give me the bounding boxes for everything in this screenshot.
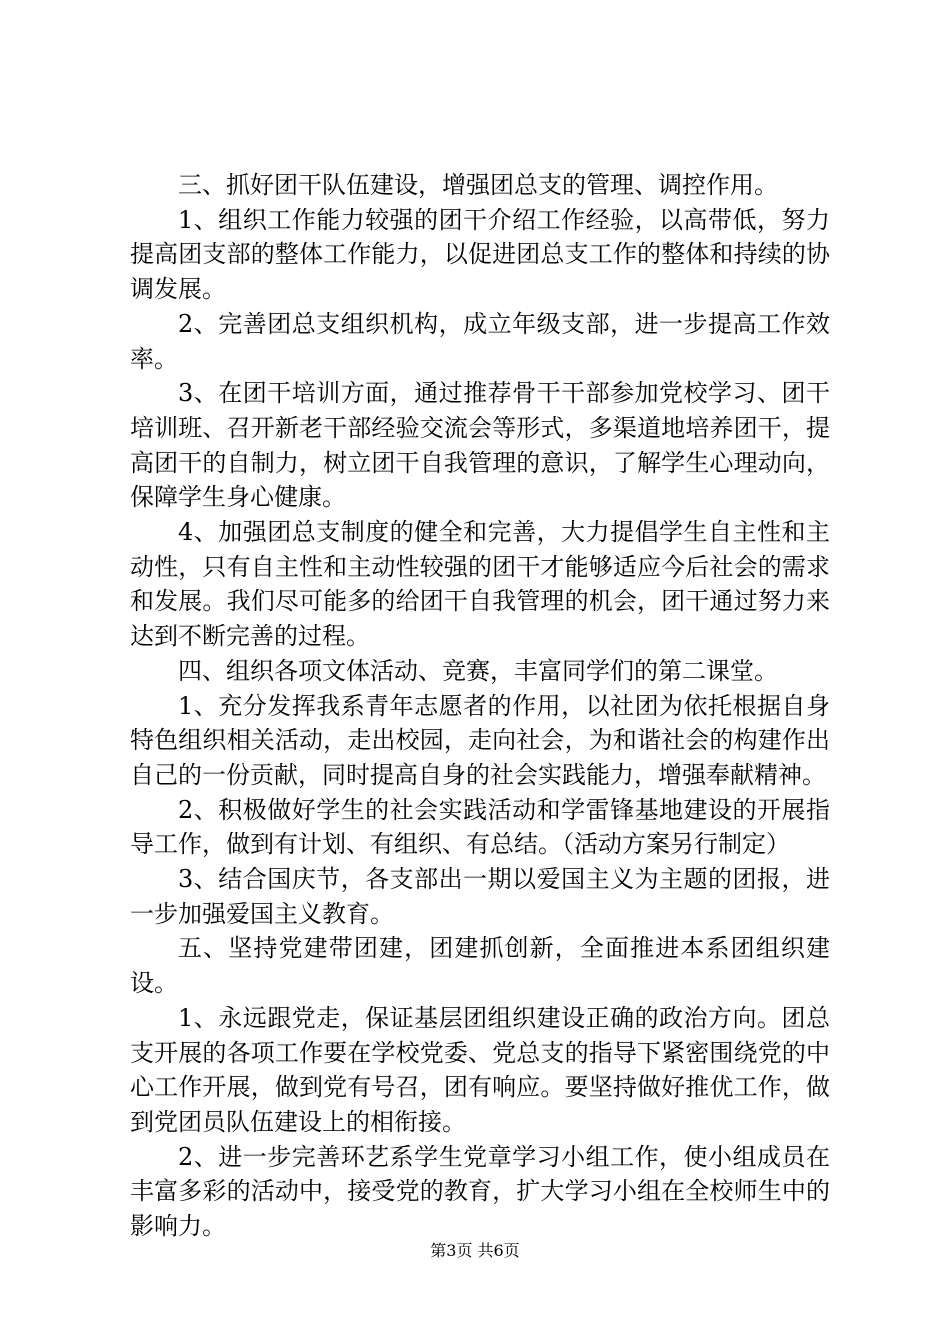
paragraph-4-2: 2、积极做好学生的社会实践活动和学雷锋基地建设的开展指导工作，做到有计划、有组织、有总结。（活动方案另行制定）: [130, 795, 830, 859]
document-body: [130, 168, 830, 1244]
section-heading-3: 三、抓好团干队伍建设，增强团总支的管理、调控作用。: [178, 171, 778, 199]
paragraph-3-1: 1、组织工作能力较强的团干介绍工作经验，以高带低，努力提高团支部的整体工作能力，以促进团总支工作的整体和持续的协调发展。: [130, 205, 830, 304]
paragraph-5-2: 2、进一步完善环艺系学生党章学习小组工作，使小组成员在丰富多彩的活动中，接受党的教育，扩大学习小组在全校师生中的影响力。: [130, 1142, 830, 1241]
paragraph-4-3: 3、结合国庆节，各支部出一期以爱国主义为主题的团报，进一步加强爱国主义教育。: [130, 865, 830, 928]
paragraph-5-1: 1、永远跟党走，保证基层团组织建设正确的政治方向。团总支开展的各项工作要在学校党委、党总支的指导下紧密围绕党的中心工作开展，做到党有号召，团有响应。要坚持做好推优工作，做到党团员队伍建设上的相衔接。: [130, 1003, 830, 1136]
paragraph-3-2: 2、完善团总支组织机构，成立年级支部，进一步提高工作效率。: [130, 309, 830, 373]
paragraph-4-1: 1、充分发挥我系青年志愿者的作用，以社团为依托根据自身特色组织相关活动，走出校园，走向社会，为和谐社会的构建作出自己的一份贡献，同时提高自身的社会实践能力，增强奉献精神。: [130, 691, 830, 789]
section-heading-4: 四、组织各项文体活动、竞赛，丰富同学们的第二课堂。: [178, 656, 778, 685]
paragraph-3-4: 4、加强团总支制度的健全和完善，大力提倡学生自主性和主动性，只有自主性和主动性较强的团干才能够适应今后社会的需求和发展。我们尽可能多的给团干自我管理的机会，团干通过努力来达到不断完善的过程。: [130, 518, 830, 651]
section-heading-5: 五、坚持党建带团建，团建抓创新，全面推进本系团组织建设。: [130, 934, 830, 998]
paragraph-3-3: 3、在团干培训方面，通过推荐骨干干部参加党校学习、团干培训班、召开新老干部经验交流会等形式，多渠道地培养团干，提高团干的自制力，树立团干自我管理的意识，了解学生心理动向，保障学生身心健康。: [130, 379, 830, 512]
page-number-footer: 第3页 共6页: [430, 1241, 520, 1260]
